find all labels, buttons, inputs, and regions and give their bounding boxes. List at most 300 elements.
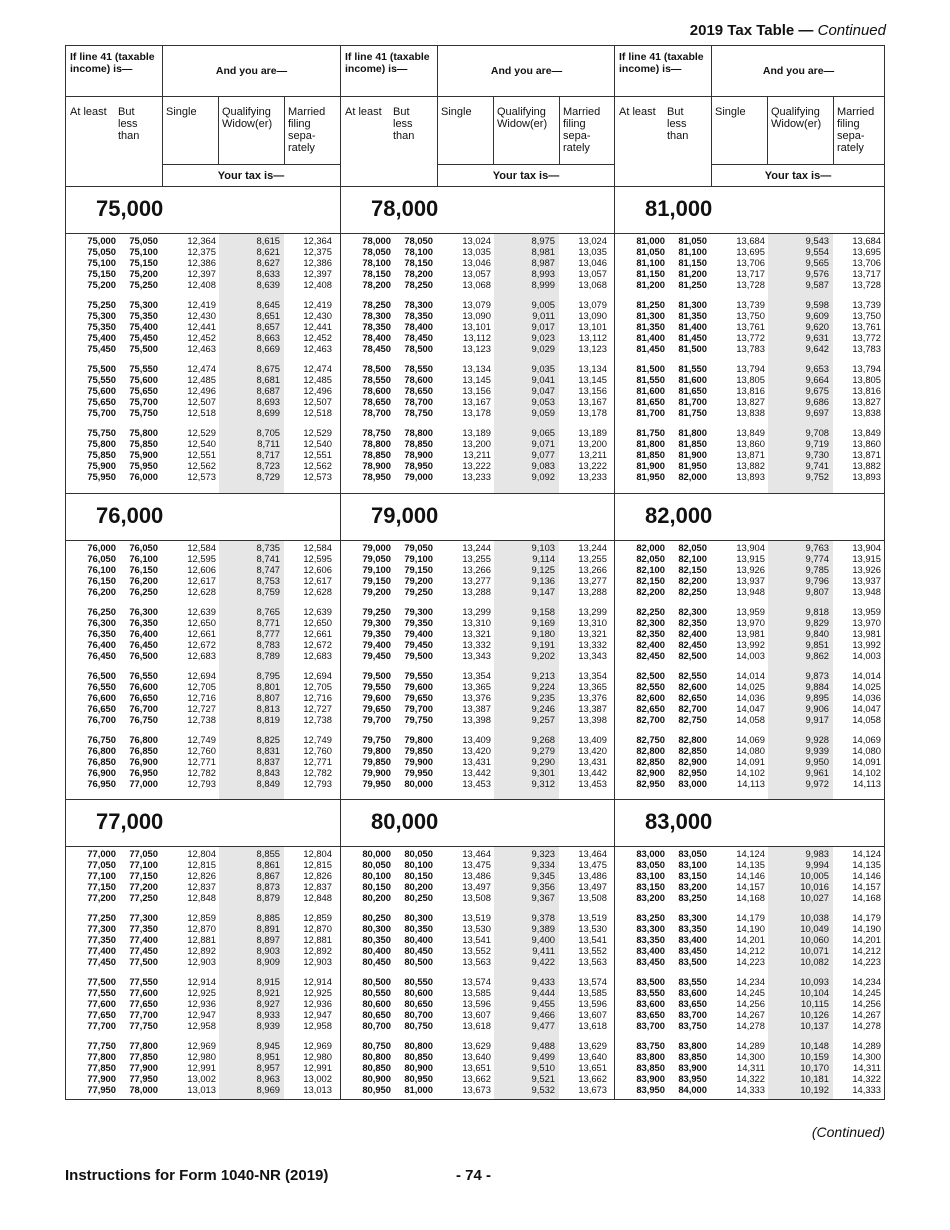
at-least-value: 80,100 — [362, 869, 391, 881]
at-least-value: 78,100 — [362, 256, 391, 268]
married-separate-tax-value: 13,409 — [578, 734, 607, 745]
at-least-value: 77,150 — [87, 880, 116, 892]
single-tax-value: 13,948 — [736, 585, 765, 597]
qualifying-tax-value: 8,873 — [256, 880, 280, 892]
married-separate-tax-value: 13,926 — [852, 563, 881, 575]
at-least-value: 78,200 — [362, 278, 391, 290]
married-separate-tax-value: 12,826 — [303, 869, 332, 881]
at-least-value: 75,650 — [87, 395, 116, 407]
married-separate-tax-value: 13,662 — [578, 1072, 607, 1084]
but-less-than-value: 80,500 — [404, 955, 433, 967]
single-tax-value: 13,541 — [462, 933, 491, 945]
married-separate-tax-value: 12,485 — [303, 373, 332, 385]
married-separate-tax-value: 13,618 — [578, 1019, 607, 1031]
married-separate-tax-value: 13,112 — [579, 331, 607, 343]
qualifying-tax-value: 8,801 — [256, 680, 280, 692]
married-separate-tax-value: 13,497 — [578, 880, 607, 892]
at-least-value: 82,600 — [636, 691, 665, 703]
qualifying-tax-value: 8,795 — [256, 670, 280, 681]
single-tax-value: 13,717 — [736, 267, 765, 279]
qualifying-tax-value: 8,891 — [256, 922, 280, 934]
at-least-value: 82,700 — [636, 713, 665, 725]
married-separate-tax-value: 14,179 — [852, 912, 881, 923]
at-least-value: 80,250 — [362, 912, 391, 923]
but-less-than-value: 79,900 — [404, 755, 433, 767]
qualifying-tax-value: 9,071 — [531, 437, 555, 449]
married-separate-tax-value: 12,914 — [303, 976, 332, 987]
single-tax-value: 13,552 — [462, 944, 491, 956]
single-tax-value: 13,915 — [736, 552, 765, 564]
at-least-value: 77,100 — [87, 869, 116, 881]
qualifying-tax-value: 9,268 — [531, 734, 555, 745]
married-separate-tax-value: 12,969 — [303, 1040, 332, 1051]
single-tax-value: 12,595 — [187, 552, 216, 564]
qualifying-tax-value: 9,035 — [531, 363, 555, 374]
at-least-label: At least — [70, 106, 107, 118]
qualifying-tax-value: 8,987 — [531, 256, 555, 268]
but-less-than-value: 76,250 — [129, 585, 158, 597]
at-least-value: 79,050 — [362, 552, 391, 564]
at-least-value: 80,000 — [362, 848, 391, 859]
single-tax-value: 13,145 — [462, 373, 491, 385]
qualifying-tax-value: 8,789 — [256, 649, 280, 661]
single-tax-value: 12,881 — [187, 933, 216, 945]
at-least-value: 81,750 — [636, 427, 665, 438]
at-least-value: 77,700 — [87, 1019, 116, 1031]
single-tax-value: 13,574 — [462, 976, 491, 987]
qualifying-tax-value: 10,104 — [800, 986, 829, 998]
single-tax-value: 13,607 — [462, 1008, 491, 1020]
at-least-value: 79,900 — [362, 766, 391, 778]
single-tax-value: 14,212 — [736, 944, 765, 956]
at-least-value: 81,550 — [636, 373, 665, 385]
but-less-than-value: 79,000 — [404, 470, 433, 482]
married-separate-tax-value: 12,474 — [303, 363, 332, 374]
qualifying-tax-value: 8,879 — [256, 891, 280, 903]
at-least-value: 83,050 — [636, 858, 665, 870]
at-least-value: 76,600 — [87, 691, 116, 703]
married-separate-tax-value: 12,804 — [303, 848, 332, 859]
qualifying-tax-value: 8,699 — [256, 406, 280, 418]
qualifying-tax-value: 9,620 — [805, 320, 829, 332]
at-least-value: 76,250 — [87, 606, 116, 617]
married-separate-tax-value: 12,782 — [303, 766, 332, 778]
but-less-than-value: 76,500 — [129, 649, 158, 661]
single-tax-value: 12,793 — [187, 777, 216, 789]
at-least-value: 78,350 — [362, 320, 391, 332]
at-least-value: 81,200 — [636, 278, 665, 290]
at-least-value: 83,500 — [636, 976, 665, 987]
qualifying-tax-value: 10,115 — [801, 997, 829, 1009]
at-least-value: 78,550 — [362, 373, 391, 385]
single-tax-value: 13,772 — [736, 331, 765, 343]
single-tax-value: 12,716 — [187, 691, 216, 703]
at-least-value: 82,150 — [636, 574, 665, 586]
single-tax-value: 12,738 — [187, 713, 216, 725]
married-separate-tax-value: 12,529 — [303, 427, 332, 438]
qualifying-tax-value: 8,759 — [256, 585, 280, 597]
married-separate-tax-value: 13,794 — [852, 363, 881, 374]
but-less-than-value: 80,550 — [404, 976, 433, 987]
but-less-than-value: 81,550 — [678, 363, 707, 374]
but-less-than-value: 75,100 — [129, 245, 158, 257]
but-less-than-value: 78,700 — [404, 395, 433, 407]
at-least-value: 76,000 — [87, 542, 116, 553]
section-title: 77,000 — [96, 809, 164, 834]
at-least-value: 83,300 — [636, 922, 665, 934]
at-least-value: 82,800 — [636, 744, 665, 756]
section-title: 79,000 — [371, 503, 439, 528]
at-least-value: 82,100 — [636, 563, 665, 575]
but-less-than-value: 76,950 — [129, 766, 158, 778]
single-tax-value: 12,958 — [187, 1019, 216, 1031]
section-heading — [341, 493, 615, 541]
at-least-value: 79,000 — [362, 542, 391, 553]
at-least-value: 78,050 — [362, 245, 391, 257]
married-separate-tax-value: 13,068 — [578, 278, 607, 290]
single-tax-value: 12,969 — [187, 1040, 216, 1051]
qualifying-tax-value: 9,312 — [531, 777, 555, 789]
married-separate-tax-value: 12,441 — [303, 320, 332, 332]
single-tax-value: 13,156 — [462, 384, 491, 396]
at-least-value: 83,150 — [636, 880, 665, 892]
but-less-than-value: 77,500 — [129, 955, 158, 967]
at-least-value: 76,550 — [87, 680, 116, 692]
single-tax-value: 13,585 — [462, 986, 491, 998]
qualifying-tax-value: 9,950 — [805, 755, 829, 767]
column-headings — [341, 96, 615, 187]
married-separate-tax-value: 12,936 — [303, 997, 332, 1009]
if-line-label: If line 41 (taxable income) is— — [70, 51, 155, 75]
divider — [767, 96, 768, 164]
but-less-than-value: 76,200 — [129, 574, 158, 586]
but-less-than-value: 83,800 — [678, 1040, 707, 1051]
but-less-than-value: 79,350 — [404, 616, 433, 628]
tax-table — [65, 45, 885, 1100]
but-less-than-value: 81,350 — [678, 309, 707, 321]
but-less-than-value: 82,500 — [678, 649, 707, 661]
but-less-than-value: 76,600 — [129, 680, 158, 692]
at-least-value: 75,750 — [87, 427, 116, 438]
single-tax-value: 13,343 — [462, 649, 491, 661]
qualifying-tax-value: 9,840 — [805, 627, 829, 639]
qualifying-tax-value: 8,903 — [256, 944, 280, 956]
married-separate-tax-value: 13,827 — [852, 395, 881, 407]
qualifying-widow-label: Qualifying Widow(er) — [771, 106, 822, 130]
but-less-than-value: 79,400 — [404, 627, 433, 639]
at-least-value: 79,650 — [362, 702, 391, 714]
married-separate-tax-value: 13,585 — [578, 986, 607, 998]
single-tax-value: 13,090 — [462, 309, 491, 321]
at-least-value: 75,500 — [87, 363, 116, 374]
qualifying-tax-value: 9,939 — [805, 744, 829, 756]
qualifying-tax-value: 8,753 — [256, 574, 280, 586]
married-separate-tax-value: 13,673 — [578, 1083, 607, 1095]
married-separate-tax-value: 13,772 — [852, 331, 881, 343]
but-less-than-value: 80,350 — [404, 922, 433, 934]
qualifying-tax-value: 9,994 — [805, 858, 829, 870]
qualifying-tax-value: 9,147 — [531, 585, 555, 597]
single-tax-value: 14,245 — [736, 986, 765, 998]
qualifying-tax-value: 8,681 — [256, 373, 280, 385]
at-least-value: 83,750 — [636, 1040, 665, 1051]
single-label: Single — [441, 106, 472, 118]
qualifying-tax-value: 10,181 — [800, 1072, 829, 1084]
single-tax-value: 12,562 — [187, 459, 216, 471]
at-least-value: 83,450 — [636, 955, 665, 967]
single-tax-value: 14,201 — [736, 933, 765, 945]
single-tax-value: 12,518 — [187, 406, 216, 418]
single-tax-value: 14,091 — [736, 755, 765, 767]
married-separate-tax-value: 12,397 — [303, 267, 332, 279]
qualifying-tax-value: 8,747 — [256, 563, 280, 575]
qualifying-tax-value: 9,686 — [805, 395, 829, 407]
but-less-than-value: 76,150 — [129, 563, 158, 575]
married-separate-tax-value: 13,365 — [578, 680, 607, 692]
qualifying-tax-value: 8,843 — [256, 766, 280, 778]
column-headings — [615, 96, 885, 187]
but-less-than-value: 78,400 — [404, 320, 433, 332]
married-separate-tax-value: 13,244 — [578, 542, 607, 553]
qualifying-tax-value: 9,400 — [531, 933, 555, 945]
at-least-value: 79,400 — [362, 638, 391, 650]
but-less-than-value: 83,850 — [678, 1050, 707, 1062]
married-separate-tax-value: 13,937 — [852, 574, 881, 586]
but-less-than-value: 81,600 — [678, 373, 707, 385]
qualifying-tax-value: 9,444 — [531, 986, 555, 998]
at-least-value: 78,800 — [362, 437, 391, 449]
at-least-value: 75,800 — [87, 437, 116, 449]
but-less-than-label: But less than — [667, 106, 689, 142]
single-tax-value: 12,815 — [187, 858, 216, 870]
but-less-than-value: 75,650 — [129, 384, 158, 396]
single-tax-value: 13,134 — [462, 363, 491, 374]
married-separate-tax-value: 14,080 — [852, 744, 881, 756]
single-tax-value: 12,870 — [187, 922, 216, 934]
qualifying-tax-value: 9,906 — [805, 702, 829, 714]
married-separate-tax-value: 12,562 — [303, 459, 332, 471]
at-least-value: 77,900 — [87, 1072, 116, 1084]
at-least-value: 82,000 — [636, 542, 665, 553]
married-separate-tax-value: 14,201 — [852, 933, 881, 945]
at-least-value: 75,950 — [87, 470, 116, 482]
single-tax-value: 12,705 — [187, 680, 216, 692]
married-separate-tax-value: 14,289 — [852, 1040, 881, 1051]
at-least-value: 79,550 — [362, 680, 391, 692]
qualifying-tax-value: 8,819 — [256, 713, 280, 725]
qualifying-tax-value: 9,807 — [805, 585, 829, 597]
at-least-value: 79,100 — [362, 563, 391, 575]
single-tax-value: 14,278 — [736, 1019, 765, 1031]
single-tax-value: 13,475 — [462, 858, 491, 870]
section-title: 81,000 — [645, 196, 713, 221]
but-less-than-value: 83,200 — [678, 880, 707, 892]
but-less-than-value: 76,700 — [129, 702, 158, 714]
at-least-value: 83,250 — [636, 912, 665, 923]
header-title: 2019 Tax Table — — [689, 22, 814, 39]
single-tax-value: 14,168 — [736, 891, 765, 903]
qualifying-tax-value: 8,741 — [256, 552, 280, 564]
qualifying-tax-value: 9,741 — [805, 459, 829, 471]
married-separate-tax-value: 12,452 — [303, 331, 332, 343]
single-tax-value: 13,178 — [462, 406, 491, 418]
but-less-than-value: 83,000 — [678, 777, 707, 789]
at-least-value: 79,350 — [362, 627, 391, 639]
at-least-value: 80,700 — [362, 1019, 391, 1031]
married-separate-tax-value: 13,486 — [578, 869, 607, 881]
if-line-label: If line 41 (taxable income) is— — [345, 51, 430, 75]
qualifying-tax-value: 9,818 — [805, 606, 829, 617]
but-less-than-value: 77,400 — [129, 933, 158, 945]
single-tax-value: 14,113 — [737, 777, 765, 789]
single-tax-value: 12,936 — [187, 997, 216, 1009]
single-tax-value: 14,322 — [736, 1072, 765, 1084]
but-less-than-value: 80,600 — [404, 986, 433, 998]
at-least-value: 77,650 — [87, 1008, 116, 1020]
qualifying-tax-value: 8,963 — [256, 1072, 280, 1084]
but-less-than-value: 77,000 — [129, 777, 158, 789]
at-least-value: 76,750 — [87, 734, 116, 745]
married-separate-tax-value: 13,530 — [578, 922, 607, 934]
single-tax-value: 13,321 — [462, 627, 491, 639]
at-least-value: 78,600 — [362, 384, 391, 396]
but-less-than-value: 82,600 — [678, 680, 707, 692]
married-separate-tax-value: 12,463 — [303, 342, 332, 354]
continued-note: (Continued) — [811, 1124, 885, 1140]
but-less-than-value: 75,800 — [129, 427, 158, 438]
qualifying-tax-value: 10,148 — [800, 1040, 829, 1051]
married-separate-tax-value: 14,113 — [853, 777, 881, 789]
married-separate-tax-value: 13,816 — [852, 384, 881, 396]
qualifying-tax-value: 8,915 — [256, 976, 280, 987]
single-tax-value: 13,266 — [462, 563, 491, 575]
at-least-value: 77,450 — [87, 955, 116, 967]
qualifying-tax-value: 9,499 — [531, 1050, 555, 1062]
single-tax-value: 12,903 — [187, 955, 216, 967]
at-least-value: 83,900 — [636, 1072, 665, 1084]
married-separate-tax-value: 13,882 — [852, 459, 881, 471]
at-least-value: 81,400 — [636, 331, 665, 343]
and-you-are-label: And you are— — [162, 46, 340, 96]
at-least-value: 76,350 — [87, 627, 116, 639]
but-less-than-value: 78,850 — [404, 437, 433, 449]
single-tax-value: 14,157 — [736, 880, 765, 892]
qualifying-tax-value: 9,180 — [531, 627, 555, 639]
married-separate-tax-value: 13,651 — [578, 1061, 607, 1073]
at-least-value: 77,250 — [87, 912, 116, 923]
but-less-than-value: 79,800 — [404, 734, 433, 745]
section-heading — [615, 799, 885, 847]
but-less-than-value: 79,500 — [404, 649, 433, 661]
married-separate-tax-value: 12,540 — [303, 437, 332, 449]
married-separate-tax-value: 12,408 — [303, 278, 332, 290]
but-less-than-value: 79,850 — [404, 744, 433, 756]
qualifying-tax-value: 9,510 — [531, 1061, 555, 1073]
married-separate-tax-value: 14,190 — [852, 922, 881, 934]
married-separate-tax-value: 14,311 — [853, 1061, 881, 1073]
single-tax-value: 13,244 — [462, 542, 491, 553]
single-tax-value: 13,211 — [463, 448, 491, 460]
single-tax-value: 13,222 — [462, 459, 491, 471]
married-separate-tax-value: 14,256 — [852, 997, 881, 1009]
single-tax-value: 13,761 — [736, 320, 765, 332]
married-separate-tax-value: 13,024 — [578, 235, 607, 246]
single-tax-value: 13,310 — [462, 616, 491, 628]
at-least-value: 83,200 — [636, 891, 665, 903]
married-separate-tax-value: 12,793 — [303, 777, 332, 789]
qualifying-tax-value: 9,488 — [531, 1040, 555, 1051]
but-less-than-value: 81,250 — [678, 278, 707, 290]
married-separate-tax-value: 12,386 — [303, 256, 332, 268]
single-tax-value: 14,179 — [736, 912, 765, 923]
qualifying-tax-value: 8,777 — [256, 627, 280, 639]
at-least-value: 79,300 — [362, 616, 391, 628]
but-less-than-value: 82,900 — [678, 755, 707, 767]
qualifying-tax-value: 10,093 — [800, 976, 829, 987]
married-separate-tax-value: 13,167 — [578, 395, 607, 407]
qualifying-tax-value: 8,723 — [256, 459, 280, 471]
but-less-than-value: 77,450 — [129, 944, 158, 956]
married-separate-tax-value: 13,761 — [852, 320, 881, 332]
single-tax-value: 13,728 — [736, 278, 765, 290]
but-less-than-value: 83,550 — [678, 976, 707, 987]
but-less-than-value: 75,900 — [129, 448, 158, 460]
married-separate-tax-value: 12,639 — [303, 606, 332, 617]
qualifying-tax-value: 8,657 — [256, 320, 280, 332]
at-least-value: 78,750 — [362, 427, 391, 438]
qualifying-tax-value: 9,873 — [805, 670, 829, 681]
married-separately-label: Married filing sepa- rately — [837, 106, 875, 154]
but-less-than-value: 84,000 — [678, 1083, 707, 1095]
at-least-value: 77,800 — [87, 1050, 116, 1062]
married-separate-tax-value: 13,057 — [578, 267, 607, 279]
at-least-value: 76,850 — [87, 755, 116, 767]
qualifying-tax-value: 8,633 — [256, 267, 280, 279]
qualifying-tax-value: 8,711 — [257, 437, 280, 449]
married-separate-tax-value: 13,090 — [578, 309, 607, 321]
qualifying-tax-value: 9,041 — [531, 373, 555, 385]
at-least-value: 78,250 — [362, 299, 391, 310]
single-tax-value: 13,497 — [462, 880, 491, 892]
married-separate-tax-value: 13,629 — [578, 1040, 607, 1051]
column-headings — [66, 96, 340, 187]
married-separate-tax-value: 12,980 — [303, 1050, 332, 1062]
married-separate-tax-value: 13,739 — [852, 299, 881, 310]
but-less-than-value: 83,500 — [678, 955, 707, 967]
married-separate-tax-value: 14,135 — [852, 858, 881, 870]
married-separate-tax-value: 12,958 — [303, 1019, 332, 1031]
qualifying-tax-value: 8,867 — [256, 869, 280, 881]
married-separate-tax-value: 13,706 — [852, 256, 881, 268]
but-less-than-value: 80,900 — [404, 1061, 433, 1073]
at-least-value: 82,900 — [636, 766, 665, 778]
at-least-value: 81,300 — [636, 309, 665, 321]
but-less-than-value: 83,900 — [678, 1061, 707, 1073]
single-tax-value: 12,485 — [187, 373, 216, 385]
single-tax-value: 13,167 — [462, 395, 491, 407]
single-tax-value: 12,859 — [187, 912, 216, 923]
married-separate-tax-value: 13,607 — [578, 1008, 607, 1020]
single-tax-value: 13,288 — [462, 585, 491, 597]
but-less-than-value: 75,400 — [129, 320, 158, 332]
but-less-than-value: 83,350 — [678, 922, 707, 934]
your-tax-is-label: Your tax is— — [711, 164, 885, 187]
but-less-than-value: 78,200 — [404, 267, 433, 279]
single-tax-value: 13,640 — [462, 1050, 491, 1062]
at-least-value: 76,100 — [87, 563, 116, 575]
at-least-value: 77,350 — [87, 933, 116, 945]
but-less-than-value: 81,050 — [678, 235, 707, 246]
